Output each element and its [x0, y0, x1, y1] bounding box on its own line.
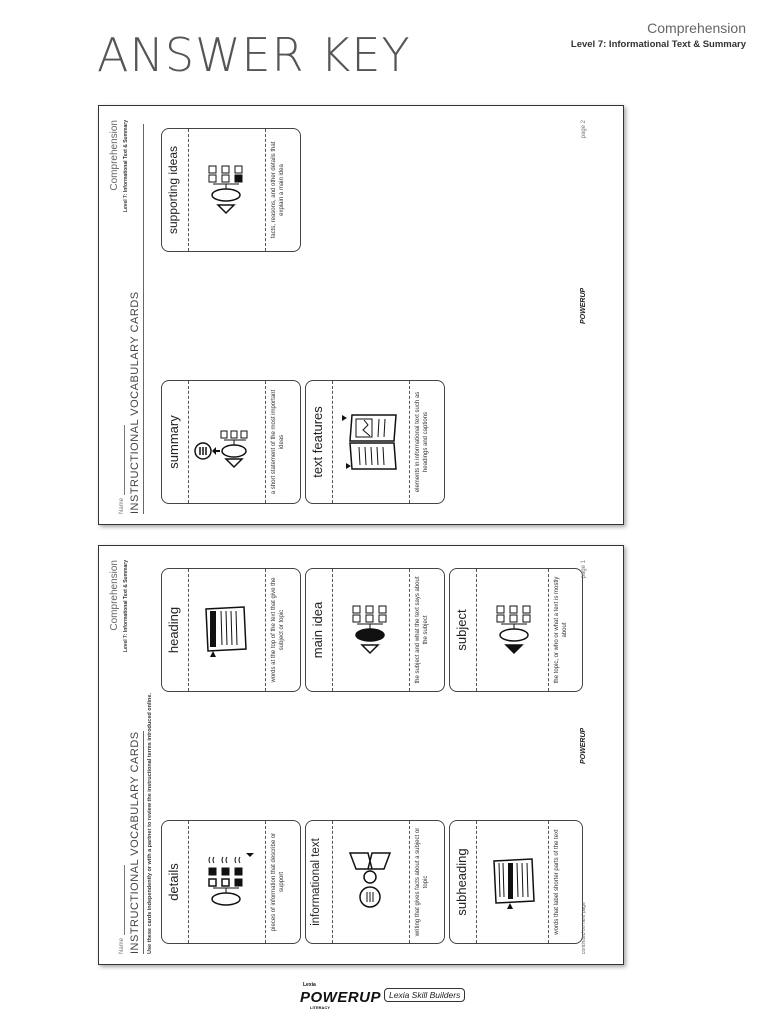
card-definition: pieces of information that describe or support — [271, 832, 286, 932]
card-term: summary — [166, 415, 181, 469]
vocab-card-supporting-ideas — [161, 128, 301, 252]
header-level: Level 7: Informational Text & Summary — [570, 39, 746, 50]
vocab-card-informational-text — [305, 820, 445, 944]
page2-powerup-logo: POWERUP — [580, 287, 587, 324]
card-definition: a short statement of the most important ideas — [271, 389, 286, 495]
vocab-card-details — [161, 820, 301, 944]
footer-powerup-logo: POWERUP — [300, 989, 382, 1006]
card-definition: elements in informational text such as headings and captions — [415, 391, 430, 493]
subheading-page-icon — [482, 851, 546, 913]
card-term: supporting ideas — [166, 145, 180, 235]
page1-page-number: page 1 — [581, 560, 587, 579]
card-term: main idea — [310, 601, 325, 659]
vocab-card-subject — [449, 568, 583, 692]
vocab-card-summary — [161, 380, 301, 504]
card-term: informational text — [310, 838, 322, 926]
vocab-card-heading — [161, 568, 301, 692]
card-term: subject — [454, 609, 469, 651]
page2-level: Level 7: Informational Text & Summary — [123, 120, 129, 213]
page1-name-field: Name — [119, 865, 125, 954]
open-book-icon — [338, 411, 402, 473]
page1-level: Level 7: Informational Text & Summary — [123, 560, 129, 653]
main-idea-map-icon — [338, 599, 402, 661]
card-definition: words that label shorter parts of the text — [554, 829, 560, 935]
reader-book-icon — [338, 851, 402, 913]
vocab-card-subheading — [449, 820, 583, 944]
footer-brand — [300, 983, 470, 1013]
page1-continued: continued on next page — [581, 902, 587, 954]
card-definition: writing that gives facts about a subject or topic — [415, 827, 430, 937]
details-map-icon — [194, 851, 258, 913]
page1-instructions: Use these cards independently or with a partner to review the instructional terms introduced online. — [147, 693, 153, 954]
card-term: heading — [166, 606, 181, 654]
summary-map-icon — [194, 411, 258, 473]
page2-title: INSTRUCTIONAL VOCABULARY CARDS — [129, 124, 144, 514]
page1-powerup-logo: POWERUP — [580, 727, 587, 764]
vocab-card-text-features — [305, 380, 445, 504]
page1-title: INSTRUCTIONAL VOCABULARY CARDS — [129, 731, 144, 954]
card-term: details — [166, 863, 181, 901]
footer-lexia: Lexia — [303, 982, 316, 988]
subject-map-icon — [482, 599, 546, 661]
card-definition: the topic, or who or what a text is mostly about — [554, 576, 569, 684]
answer-key-title: ANSWER KEY — [97, 28, 411, 82]
card-term: text features — [310, 406, 325, 478]
heading-page-icon — [194, 599, 258, 661]
supporting-ideas-map-icon — [194, 159, 258, 221]
vocab-card-main-idea — [305, 568, 445, 692]
card-definition: words at the top of the text that give the subject or topic — [271, 577, 286, 683]
footer-skill-builders: Lexia Skill Builders — [384, 988, 465, 1002]
card-definition: facts, reasons, and other details that explain a main idea — [271, 141, 286, 239]
header-comprehension: Comprehension — [647, 20, 746, 36]
header-right — [571, 20, 746, 50]
page2-name-field: Name — [119, 425, 125, 514]
page1-comprehension: Comprehension — [109, 560, 120, 631]
card-definition: the subject and what the text says about the subject — [415, 576, 430, 684]
page2-comprehension: Comprehension — [109, 120, 120, 191]
card-term: subheading — [454, 848, 469, 916]
footer-literacy: LITERACY — [310, 1005, 330, 1010]
page2-page-number: page 2 — [581, 120, 587, 139]
worksheet-page-1 — [98, 545, 624, 965]
worksheet-page-2 — [98, 105, 624, 525]
